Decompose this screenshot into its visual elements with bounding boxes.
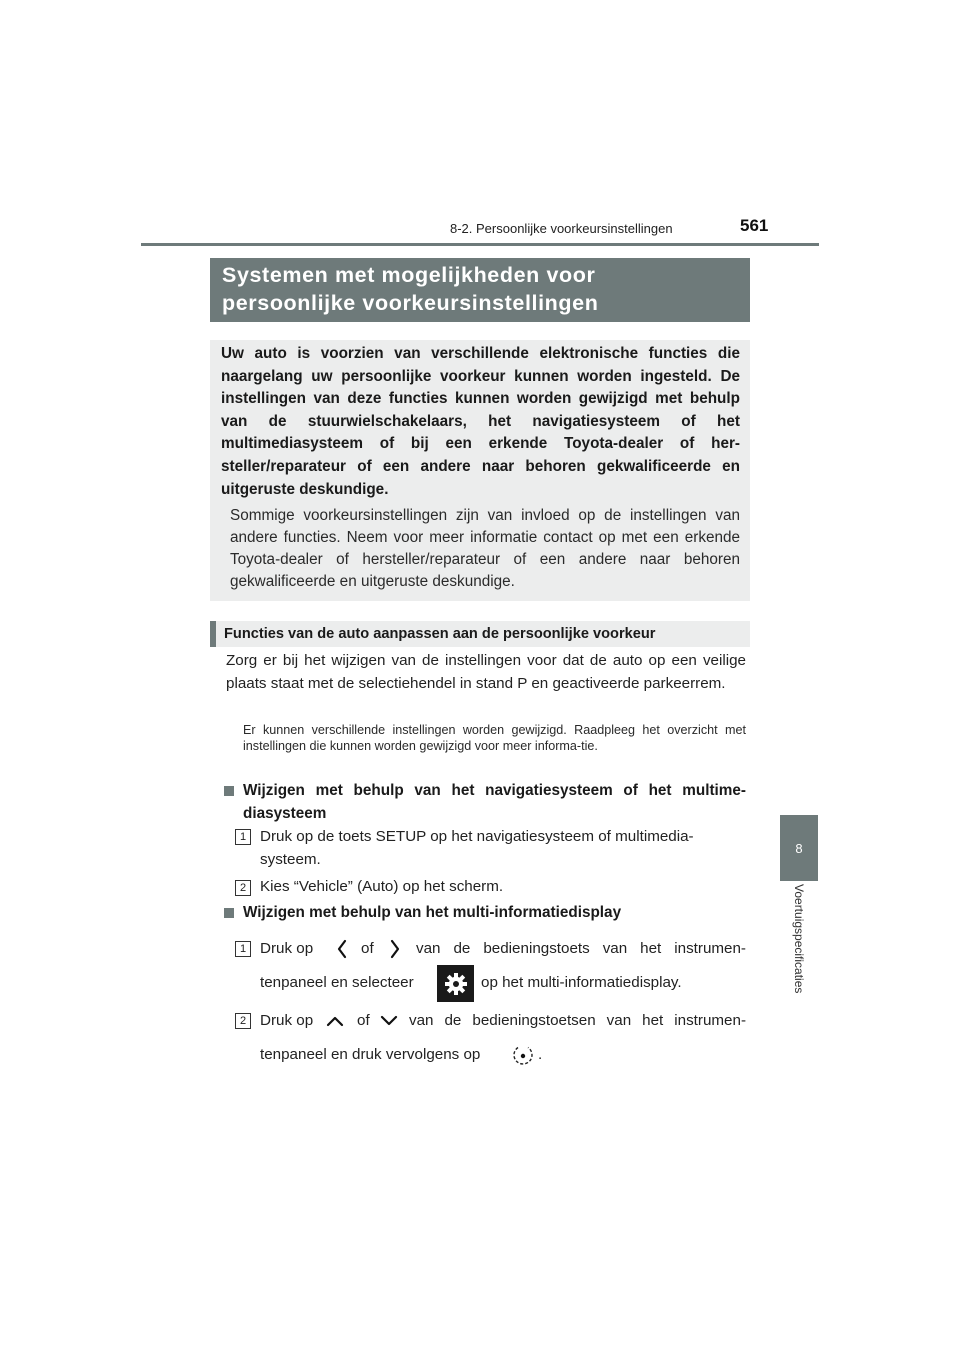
section-title-box (210, 258, 750, 322)
chevron-up-icon (325, 1014, 345, 1028)
small-note: Er kunnen verschillende instellingen worden gewijzigd. Raadpleeg het overzicht met instellingen die kunnen worden gewijzigd voor meer informa-tie. (243, 723, 746, 753)
step-mid-1-part3: van de bedieningstoets van het instrumen- (416, 940, 746, 957)
chapter-tab-number: 8 (795, 840, 803, 856)
header-rule (141, 243, 819, 246)
intro-text: Uw auto is voorzien van verschillende elektronische functies die naargelang uw persoonlijke voorkeur kunnen worden ingesteld. De instellingen van deze functies kunnen worden gewijzigd met behulp van de stuurwielschakelaars, het navigatiesysteem of het multimediasysteem of bij een erkende Toyota-dealer of her-steller/reparateur of een andere naar behoren gekwalificeerde en uitgeruste deskundige. (221, 345, 740, 498)
section-title-line1: Systemen met mogelijkheden voor (222, 263, 596, 287)
step-nav-1: Druk op de toets SETUP op het navigatiesysteem of multimedia-systeem. (260, 828, 694, 868)
step-mid-2-part2: of (357, 1012, 370, 1029)
body-paragraph: Zorg er bij het wijzigen van de instellingen voor dat de auto op een veilige plaats staat met de selectiehendel in stand P en geactiveerde parkeerrem. (226, 652, 746, 692)
chevron-down-icon (379, 1014, 399, 1028)
intro-note: Sommige voorkeursinstellingen zijn van invloed op de instellingen van andere functies. Neem voor meer informatie contact op met een erkende Toyota-dealer of hersteller/reparateur of een andere naar behoren gekwalificeerde en uitgeruste deskundige. (230, 507, 740, 591)
page-number: 561 (740, 216, 769, 235)
enter-dot-icon (512, 1044, 534, 1066)
step-mid-1-part5: op het multi-informatiedisplay. (481, 974, 682, 991)
heading-multi-info (224, 902, 746, 925)
step-mid-2-part3: van de bedieningstoetsen van het instrumen- (409, 1012, 746, 1029)
gear-icon (437, 965, 474, 1002)
step-mid-2-part5: . (538, 1046, 543, 1063)
chevron-right-icon (388, 938, 402, 960)
subheading-text: Functies van de auto aanpassen aan de persoonlijke voorkeur (224, 626, 656, 642)
step-mid-1-part4: tenpaneel en selecteer (260, 974, 414, 991)
step-nav-2: Kies “Vehicle” (Auto) op het scherm. (260, 878, 504, 895)
heading-multi-info-text: Wijzigen met behulp van het multi-informatiedisplay (243, 904, 622, 921)
heading-nav-line1: Wijzigen met behulp van het navigatiesysteem of het multime- (243, 782, 746, 799)
chevron-left-icon (335, 938, 349, 960)
section-title-line2: persoonlijke voorkeursinstellingen (222, 291, 599, 315)
chapter-tab-label-text: Voertuigspecificaties (792, 884, 806, 994)
step-mid-2-part1: Druk op (260, 1012, 314, 1029)
intro-box (210, 340, 750, 601)
heading-nav-system (224, 780, 746, 825)
step-number-badge: 1 (235, 941, 251, 957)
heading-bullet-icon (224, 786, 234, 796)
step-number-badge: 2 (235, 1013, 251, 1029)
heading-nav-line2: diasysteem (243, 804, 327, 822)
header-section-title: 8-2. Persoonlijke voorkeursinstellingen (450, 221, 673, 236)
gear-icon-glyph (443, 971, 469, 997)
step-number-badge: 2 (235, 880, 251, 896)
heading-bullet-icon (224, 908, 234, 918)
step-mid-1-part1: Druk op (260, 940, 314, 957)
step-number-badge: 1 (235, 829, 251, 845)
subheading-box (210, 621, 750, 647)
step-mid-1-part2: of (361, 940, 374, 957)
step-mid-2-part4: tenpaneel en druk vervolgens op (260, 1046, 481, 1063)
chapter-tab (780, 815, 818, 881)
chapter-tab-label (779, 884, 819, 1034)
